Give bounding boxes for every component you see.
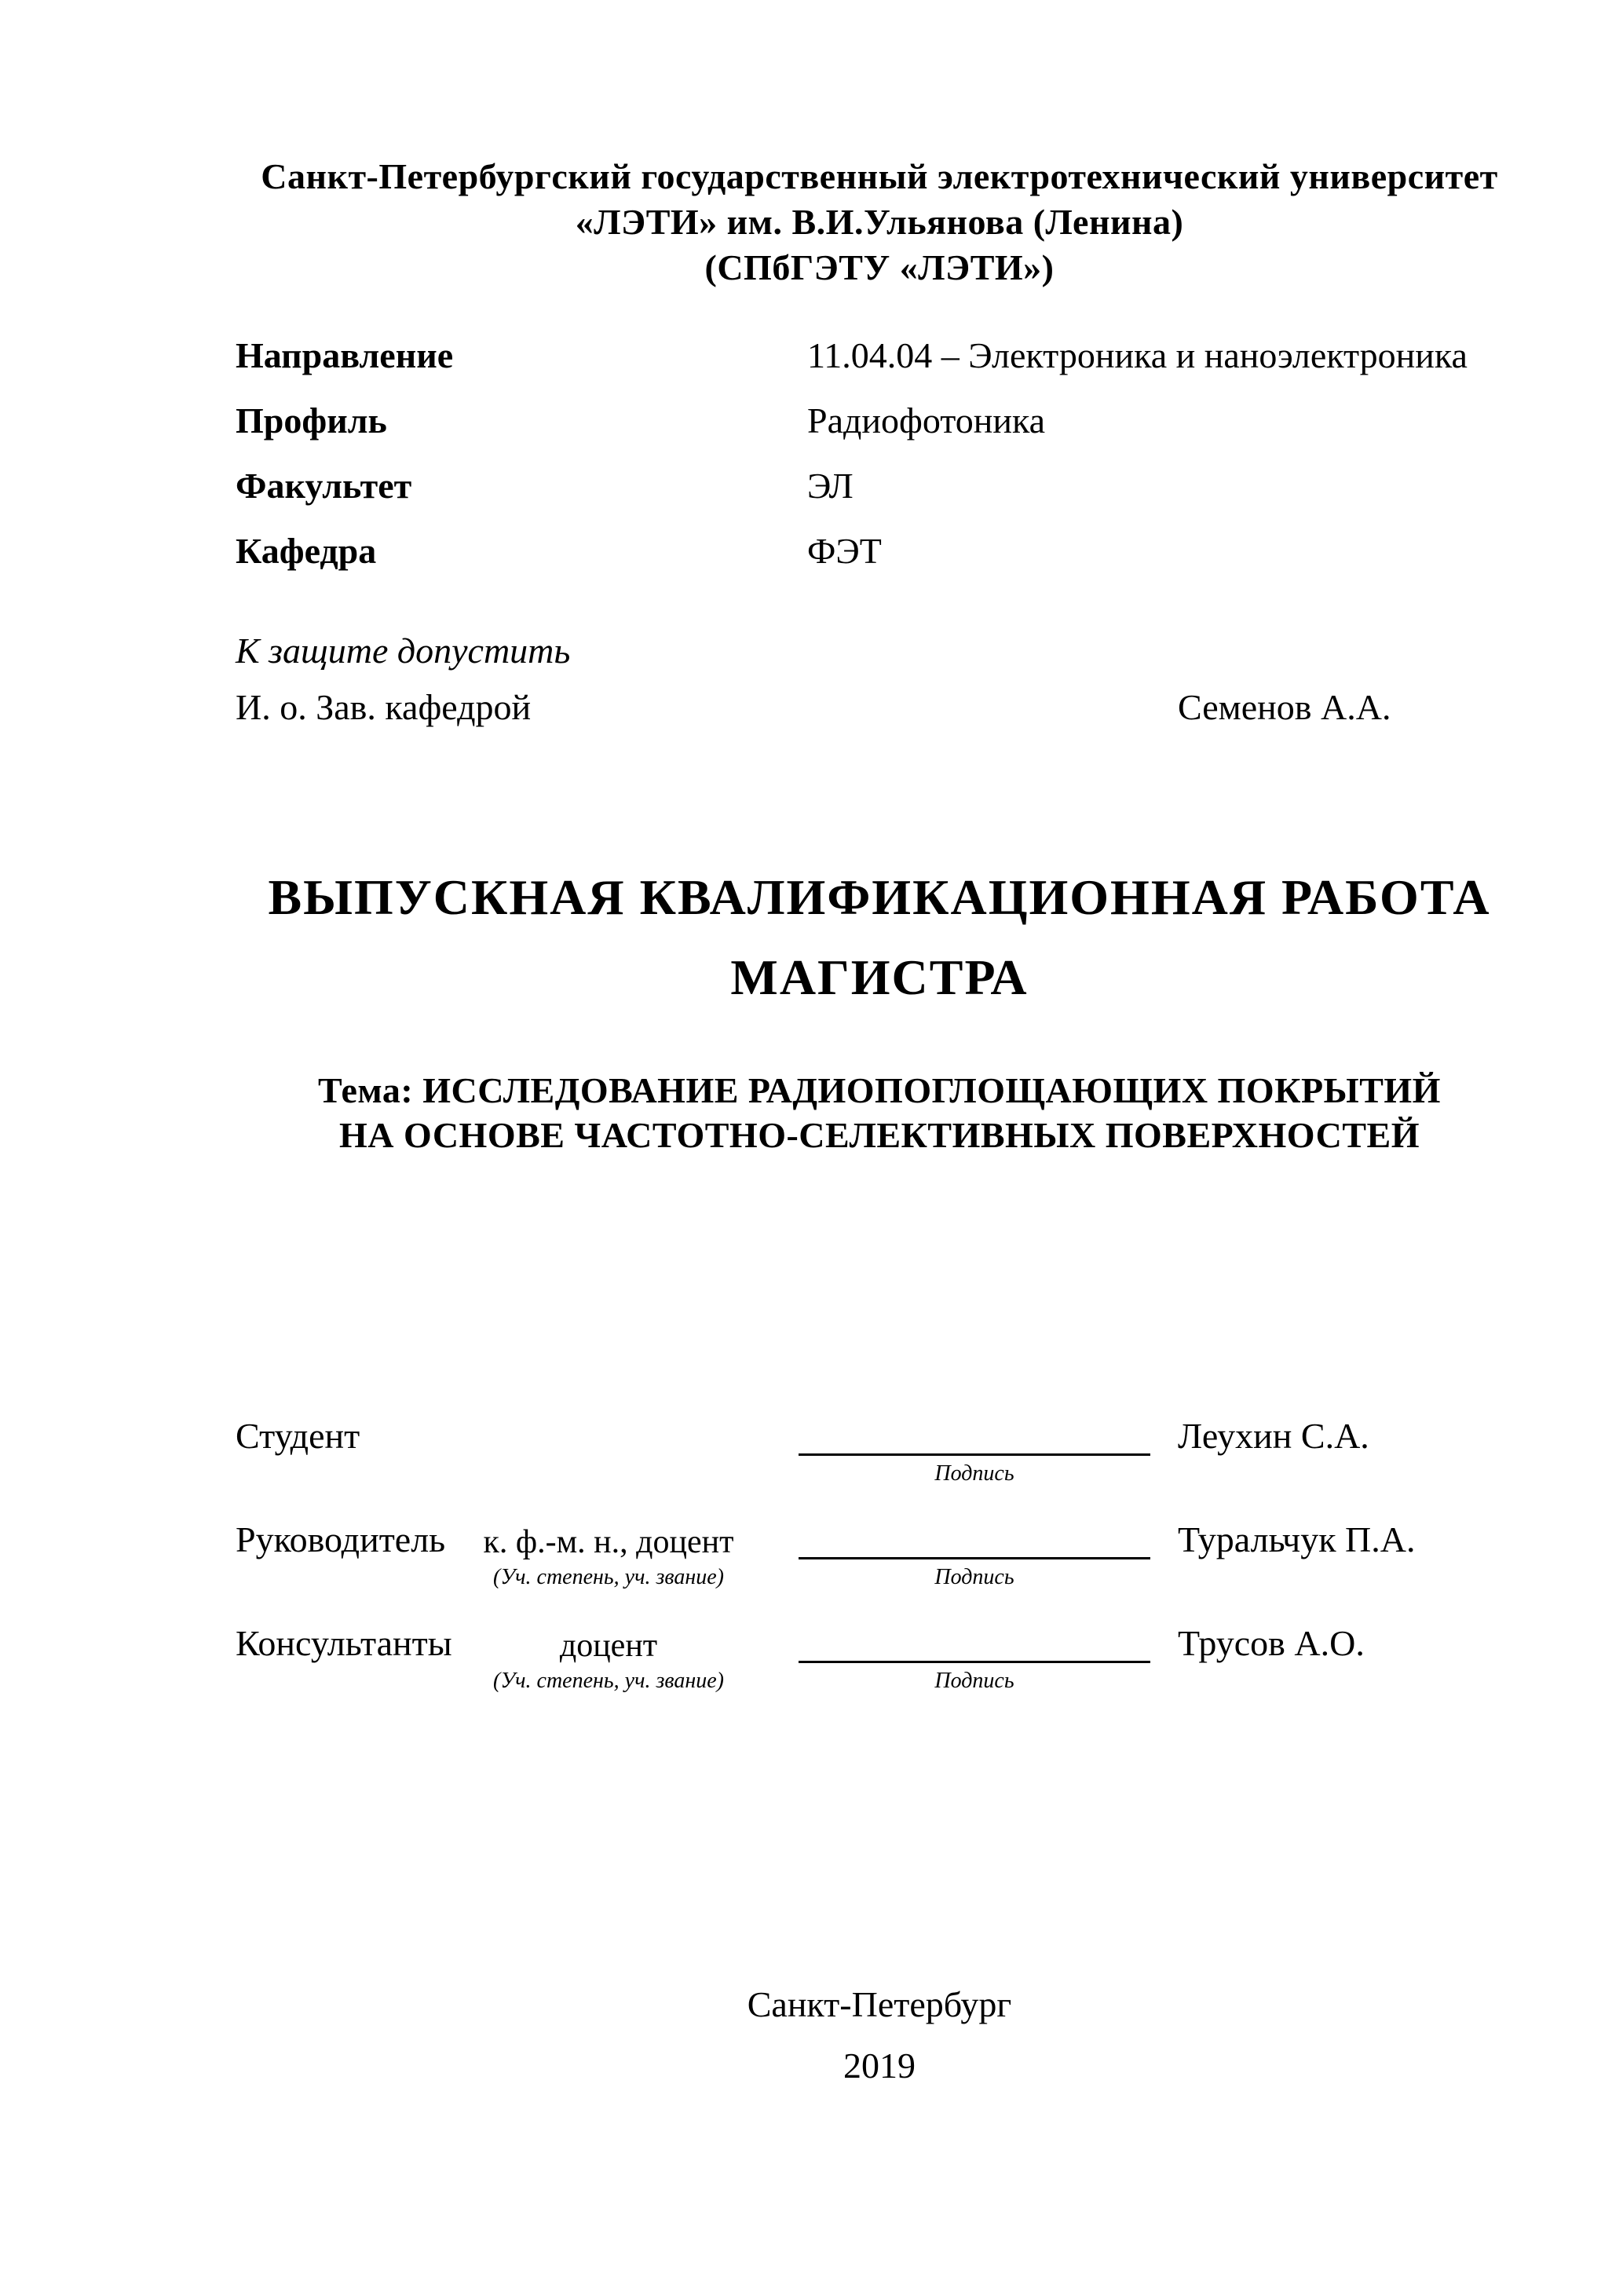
topic-block (236, 1068, 1523, 1157)
admission-row (236, 685, 1523, 732)
field-value-faculty: ЭЛ (807, 466, 854, 506)
university-name-line3: (СПбГЭТУ «ЛЭТИ») (704, 247, 1055, 287)
signature-qualification-supervisor: к. ф.-м. н., доцент (483, 1524, 734, 1560)
signature-caption-consultant: Подпись (934, 1669, 1014, 1693)
field-label-direction: Направление (236, 335, 454, 375)
signature-qualification-caption-supervisor: (Уч. степень, уч. звание) (493, 1565, 724, 1589)
field-label-faculty: Факультет (236, 466, 412, 506)
field-value-profile: Радиофотоника (807, 400, 1046, 441)
footer-year: 2019 (843, 2046, 916, 2086)
signature-name-student: Леухин С.А. (1178, 1416, 1369, 1456)
signature-caption-student: Подпись (934, 1461, 1014, 1486)
field-row-direction (236, 333, 1523, 398)
university-name-line1: Санкт-Петербургский государственный электротехнический университет (261, 156, 1498, 196)
footer-city: Санкт-Петербург (747, 1984, 1012, 2024)
field-row-faculty (236, 463, 1523, 528)
field-label-department: Кафедра (236, 531, 377, 571)
signature-row-supervisor (236, 1517, 1523, 1607)
field-row-profile (236, 398, 1523, 463)
work-title-line2: МАГИСТРА (730, 949, 1029, 1005)
signature-name-supervisor: Туральчук П.А. (1178, 1519, 1416, 1559)
admission-phrase: К защите допустить (236, 631, 571, 671)
signature-caption-supervisor: Подпись (934, 1565, 1014, 1589)
work-title-line1: ВЫПУСКНАЯ КВАЛИФИКАЦИОННАЯ РАБОТА (268, 869, 1491, 925)
admission-approver-name: Семенов А.А. (1178, 687, 1391, 727)
signature-role-supervisor: Руководитель (236, 1519, 446, 1559)
university-header (236, 154, 1523, 291)
topic-line1: Тема: ИССЛЕДОВАНИЕ РАДИОПОГЛОЩАЮЩИХ ПОКРЫТИЙ (318, 1070, 1441, 1110)
signature-line-supervisor (799, 1537, 1150, 1559)
program-fields (236, 333, 1523, 594)
signature-qualification-consultant: доцент (559, 1628, 658, 1664)
field-label-profile: Профиль (236, 400, 387, 441)
field-value-direction: 11.04.04 – Электроника и наноэлектроника (807, 335, 1468, 375)
field-row-department (236, 528, 1523, 594)
admission-role: И. о. Зав. кафедрой (236, 687, 532, 727)
university-name-line2: «ЛЭТИ» им. В.И.Ульянова (Ленина) (575, 202, 1184, 242)
signature-qualification-caption-consultant: (Уч. степень, уч. звание) (493, 1669, 724, 1693)
field-value-department: ФЭТ (807, 531, 882, 571)
signature-role-student: Студент (236, 1416, 360, 1456)
signature-name-consultant: Трусов А.О. (1178, 1623, 1365, 1663)
signature-role-consultant: Консультанты (236, 1623, 452, 1663)
signature-row-consultant (236, 1621, 1523, 1711)
signature-line-consultant (799, 1640, 1150, 1663)
topic-line2: НА ОСНОВЕ ЧАСТОТНО-СЕЛЕКТИВНЫХ ПОВЕРХНОСТЕЙ (338, 1115, 1420, 1155)
signature-row-student (236, 1413, 1523, 1504)
signature-line-student (799, 1433, 1150, 1456)
